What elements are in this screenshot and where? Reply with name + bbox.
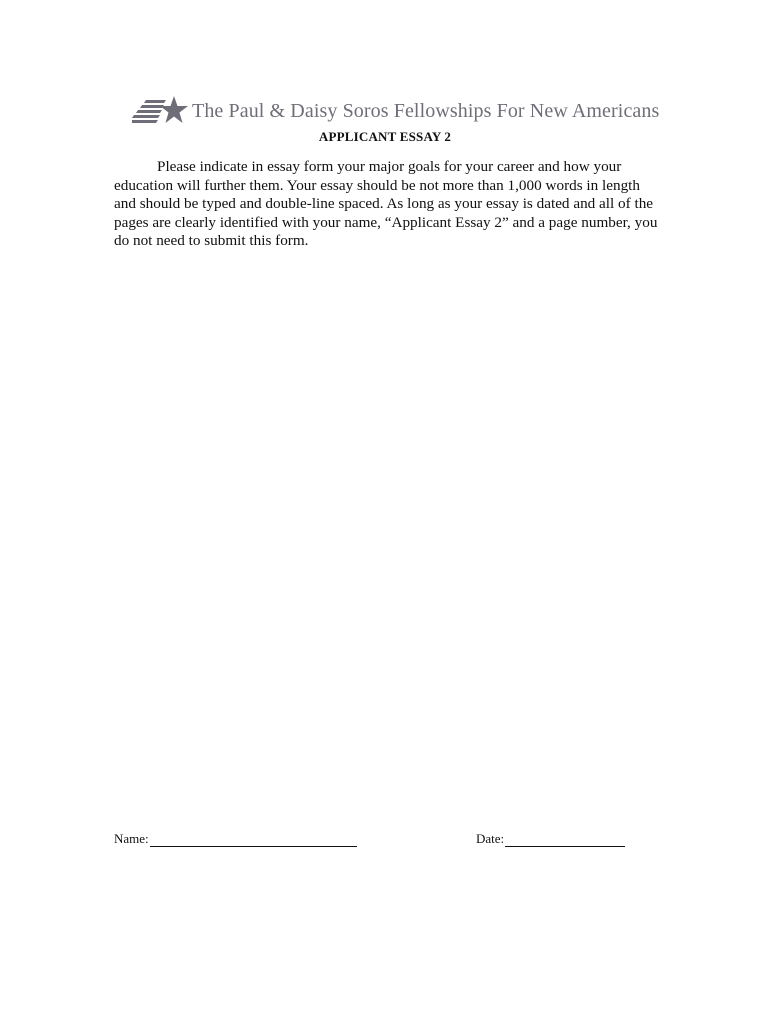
star-stripes-icon (132, 94, 190, 128)
instructions-paragraph: Please indicate in essay form your major goals for your career and how your education will further them. Your essay should be not more than 1,000 words in length and should be typed and double-line spaced. As long as your essay is dated and all of the pages are clearly identified with your name, “Applicant Essay 2” and a page number, you do not need to submit this form. (114, 158, 658, 249)
date-field[interactable] (476, 831, 625, 847)
date-line[interactable] (505, 833, 625, 847)
name-label: Name: (114, 831, 149, 846)
date-label: Date: (476, 831, 505, 846)
logo-text: The Paul & Daisy Soros Fellowships For New Americans (192, 99, 660, 122)
fellowship-logo (132, 94, 659, 128)
name-field[interactable] (114, 831, 357, 847)
name-signature-line[interactable] (150, 833, 357, 847)
essay-title: APPLICANT ESSAY 2 (318, 129, 452, 144)
